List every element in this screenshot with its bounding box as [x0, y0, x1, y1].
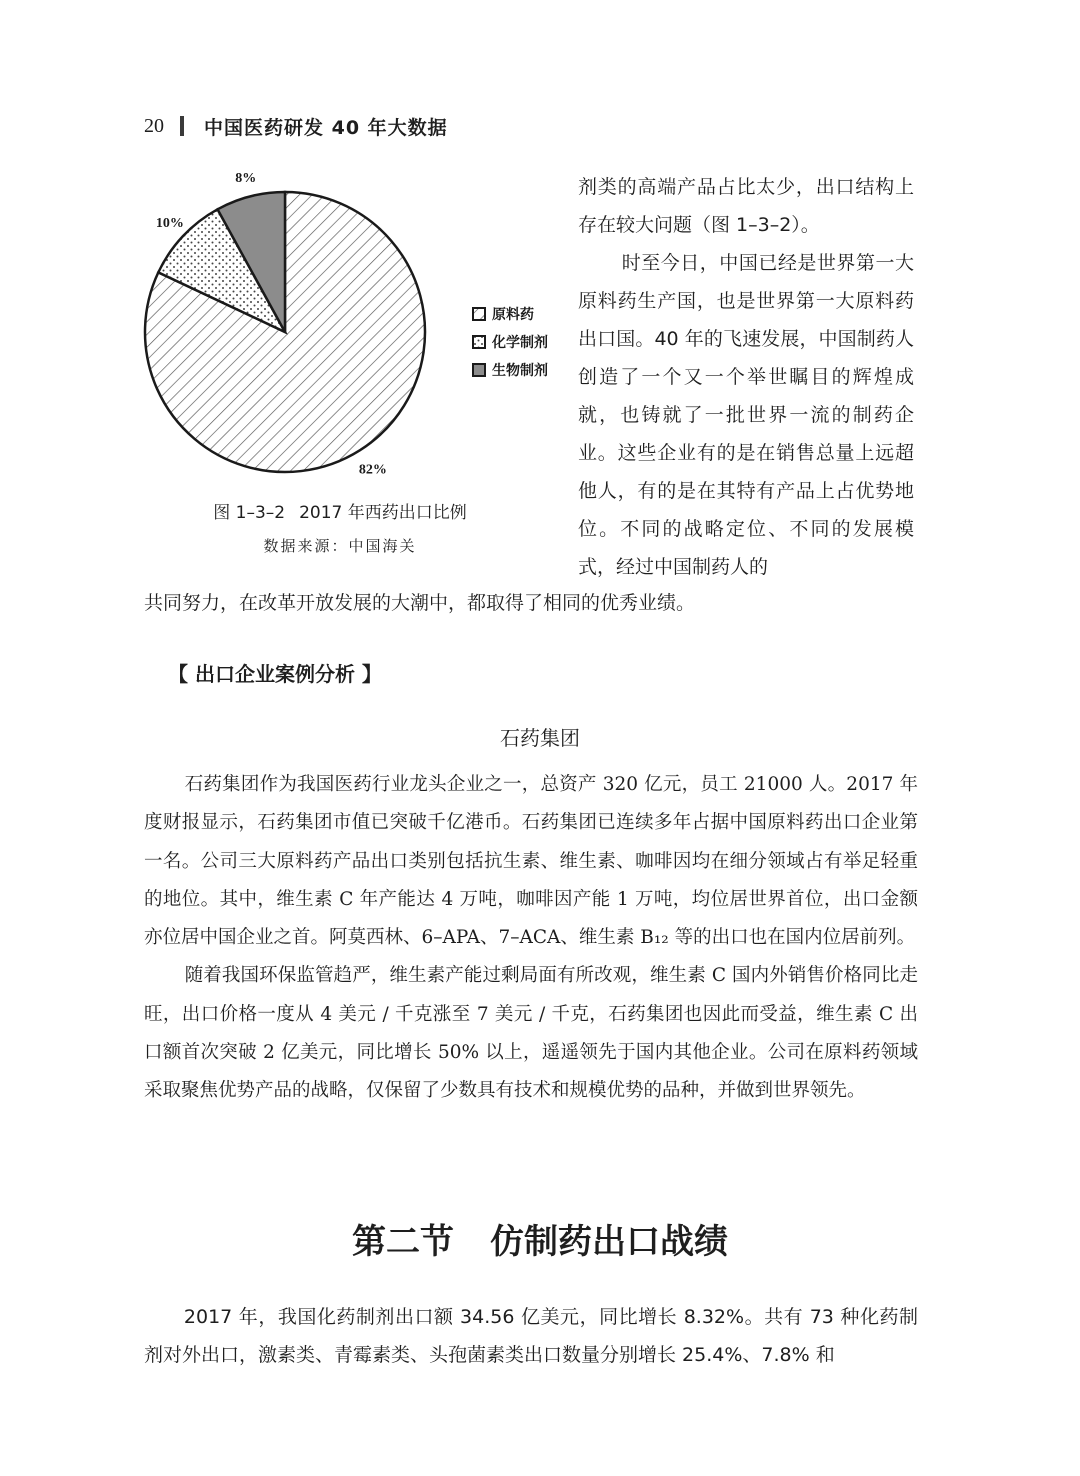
section-title: 仿制药出口战绩: [490, 1222, 728, 1262]
figure-number: 图 1–3–2: [213, 503, 286, 523]
figure-title: 2017 年西药出口比例: [299, 503, 467, 523]
section-heading: [0, 1214, 1080, 1263]
side-text-column: [578, 168, 914, 586]
paragraph: 随着我国环保监管趋严，维生素产能过剩局面有所改观，维生素 C 国内外销售价格同比走旺，出口价格一度从 4 美元 / 千克涨至 7 美元 / 千克，石药集团也因此而受益，维生素 C 出口额首次突破 2 亿美元，同比增长 50% 以上，遥遥领先于国内其他企业。公司在原料药领域采取聚焦优势产品的战略，仅保留了少数具有技术和规模优势的品种，并做到世界领先。: [144, 965, 918, 1102]
section-body: [144, 1298, 918, 1374]
slice-value-label: 82%: [358, 462, 387, 478]
legend-swatch: [473, 336, 485, 348]
page-number: 20: [144, 114, 164, 137]
paragraph: 2017 年，我国化药制剂出口额 34.56 亿美元，同比增长 8.32%。共有 73 种化药制剂对外出口，激素类、青霉素类、头孢菌素类出口数量分别增长 25.4%、7.8% 和: [144, 1306, 918, 1366]
paragraph: 剂类的高端产品占比太少，出口结构上存在较大问题（图 1–3–2）。: [578, 176, 914, 236]
figure-caption: [140, 498, 540, 523]
legend-swatch: [473, 308, 485, 320]
legend-label: 生物制剂: [492, 363, 548, 379]
section-number: 第二节: [352, 1222, 454, 1262]
paragraph: 石药集团作为我国医药行业龙头企业之一，总资产 320 亿元，员工 21000 人。2017 年度财报显示，石药集团市值已突破千亿港币。石药集团已连续多年占据中国原料药出口企业第一名。公司三大原料药产品出口类别包括抗生素、维生素、咖啡因均在细分领域占有举足轻重的地位。其中，维生素 C 年产能达 4 万吨，咖啡因产能 1 万吨，均位居世界首位，出口金额亦位居中国企业之首。阿莫西林、6–APA、7–ACA、维生素 B₁₂ 等的出口也在国内位居前列。: [144, 774, 918, 949]
paragraph: 时至今日，中国已经是世界第一大原料药生产国，也是世界第一大原料药出口国。40 年的飞速发展，中国制药人创造了一个又一个举世瞩目的辉煌成就，也铸就了一批世界一流的制药企业。这些企业有的是在销售总量上远超他人，有的是在其特有产品上占优势地位。不同的战略定位、不同的发展模式，经过中国制药人的: [578, 252, 914, 578]
slice-value-label: 8%: [235, 171, 257, 187]
figure-source: 数据来源：中国海关: [263, 537, 417, 555]
legend-label: 化学制剂: [492, 335, 548, 351]
legend-swatch: [473, 364, 485, 376]
legend-label: 原料药: [492, 307, 534, 323]
case-heading: 【 出口企业案例分析 】: [168, 662, 382, 686]
running-header: [144, 112, 448, 140]
slice-value-label: 10%: [155, 216, 184, 232]
company-title: 石药集团: [500, 726, 580, 750]
book-title: 中国医药研发 40 年大数据: [204, 116, 448, 139]
case-body: [144, 766, 918, 1111]
header-divider: [180, 116, 184, 136]
pie-chart: [130, 160, 570, 500]
paragraph: 共同努力，在改革开放发展的大潮中，都取得了相同的优秀业绩。: [144, 592, 696, 614]
paragraph-continuation: [144, 584, 934, 622]
